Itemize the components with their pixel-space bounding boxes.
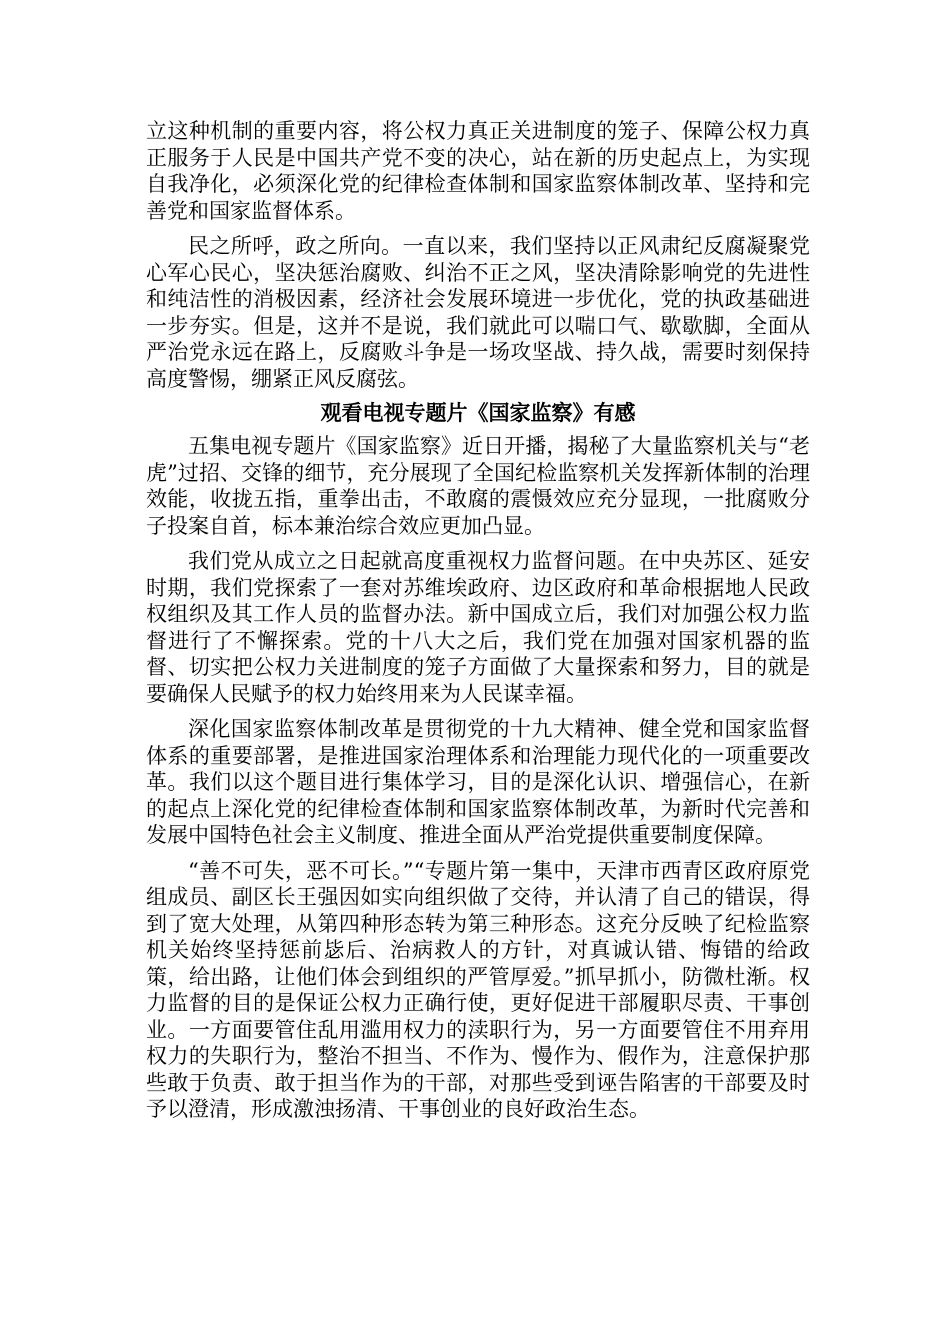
- section-title: 观看电视专题片《国家监察》有感: [320, 400, 636, 425]
- paragraph-supervision-reform: 深化国家监察体制改革是贯彻党的十九大精神、健全党和国家监督体系的重要部署，是推进国家治理体系和治理能力现代化的一项重要改革。我们以这个题目进行集体学习，目的是深化认识、增强信心，在新的起点上深化党的纪律检查体制和国家监察体制改革，为新时代完善和发展中国特色社会主义制度、推进全面从严治党提供重要制度保障。: [146, 717, 810, 847]
- paragraph-episode-one: “善不可失，恶不可长。”“专题片第一集中，天津市西青区政府原党组成员、副区长王强因如实向组织做了交待，并认清了自己的错误，得到了宽大处理，从第四种形态转为第三种形态。这充分反映了纪检监察机关始终坚持惩前毖后、治病救人的方针，对真诚认错、悔错的给政策，给出路，让他们体会到组织的严管厚爱。”抓早抓小，防微杜渐。权力监督的目的是保证公权力正确行使，更好促进干部履职尽责、干事创业。一方面要管住乱用滥用权力的渎职行为，另一方面要管住不用弃用权力的失职行为，整治不担当、不作为、慢作为、假作为，注意保护那些敢于负责、敢于担当作为的干部，对那些受到诬告陷害的干部要及时予以澄清，形成激浊扬清、干事创业的良好政治生态。: [146, 858, 810, 1121]
- paragraph-documentary-intro: 五集电视专题片《国家监察》近日开播，揭秘了大量监察机关与“老虎”过招、交锋的细节，充分展现了全国纪检监察机关发挥新体制的治理效能，收拢五指，重拳出击，不敢腐的震慑效应充分显现，一批腐败分子投案自首，标本兼治综合效应更加凸显。: [146, 434, 810, 538]
- continuation-paragraph: 立这种机制的重要内容，将公权力真正关进制度的笼子、保障公权力真正服务于人民是中国共产党不变的决心，站在新的历史起点上，为实现自我净化，必须深化党的纪律检查体制和国家监察体制改革、坚持和完善党和国家监督体系。: [146, 119, 810, 223]
- paragraph-public-will: 民之所呼，政之所向。一直以来，我们坚持以正风肃纪反腐凝聚党心军心民心，坚决惩治腐败、纠治不正之风，坚决清除影响党的先进性和纯洁性的消极因素，经济社会发展环境进一步优化，党的执政基础进一步夯实。但是，这并不是说，我们就此可以喘口气、歇歇脚，全面从严治党永远在路上，反腐败斗争是一场攻坚战、持久战，需要时刻保持高度警惕，绷紧正风反腐弦。: [146, 234, 810, 391]
- document-page: [146, 118, 810, 1132]
- paragraph-power-supervision-history: 我们党从成立之日起就高度重视权力监督问题。在中央苏区、延安时期，我们党探索了一套对苏维埃政府、边区政府和革命根据地人民政权组织及其工作人员的监督办法。新中国成立后，我们对加强公权力监督进行了不懈探索。党的十八大之后，我们党在加强对国家机器的监督、切实把公权力关进制度的笼子方面做了大量探索和努力，目的就是要确保人民赋予的权力始终用来为人民谋幸福。: [146, 549, 810, 706]
